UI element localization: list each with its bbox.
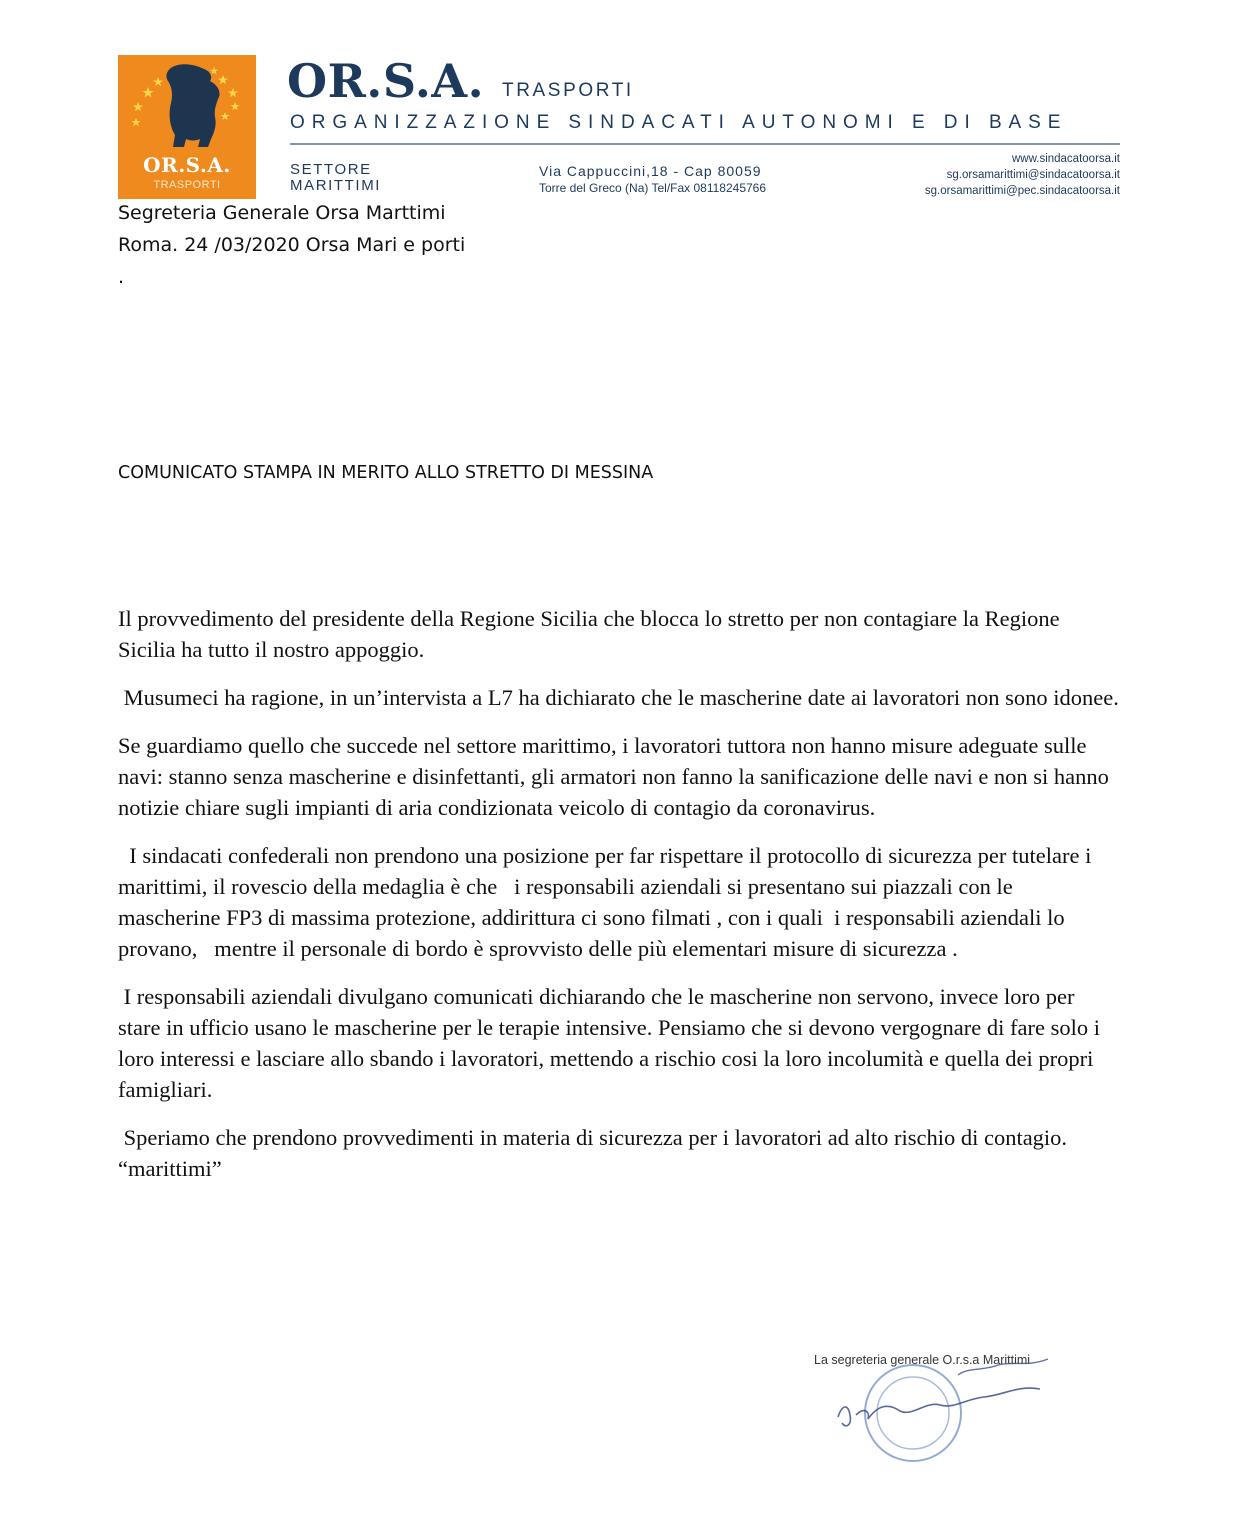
sector-line1: SETTORE bbox=[290, 161, 372, 178]
brand-tag: TRASPORTI bbox=[502, 80, 634, 101]
email-link[interactable]: sg.orsamarittimi@sindacatoorsa.it bbox=[946, 169, 1120, 181]
organization-name: ORGANIZZAZIONE SINDACATI AUTONOMI E DI BASE bbox=[290, 112, 1068, 133]
official-stamp-icon bbox=[808, 1345, 1058, 1465]
press-release-title: COMUNICATO STAMPA IN MERITO ALLO STRETTO DI MESSINA bbox=[118, 463, 654, 483]
logo-name: OR.S.A. bbox=[143, 153, 231, 177]
paragraph: I sindacati confederali non prendono una posizione per far rispettare il protocollo di sicurezza per tutelare i marittimi, il rovescio della medaglia è che i responsabili aziendali si presentano sui piazzali con le mascherine FP3 di massima protezione, addirittura ci sono filmati , con i quali i responsabili aziendali lo provano, mentre il personale di bordo è sprovvisto delle più elementari misure di sicurezza . bbox=[118, 843, 1097, 961]
paragraph: Musumeci ha ragione, in un’intervista a L7 ha dichiarato che le mascherine date ai lavoratori non sono idonee. bbox=[118, 685, 1119, 710]
orsa-logo bbox=[118, 55, 256, 199]
sector-line2: MARITTIMI bbox=[290, 177, 382, 194]
header-line-3: . bbox=[118, 266, 125, 288]
header-line-2: Roma. 24 /03/2020 Orsa Mari e porti bbox=[118, 234, 466, 256]
signature-block bbox=[808, 1345, 1058, 1465]
paragraph: Se guardiamo quello che succede nel settore marittimo, i lavoratori tuttora non hanno misure adeguate sulle navi: stanno senza mascherine e disinfettanti, gli armatori non fanno la sanificazione delle navi e non si hanno notizie chiare sugli impianti di aria condizionata veicolo di contagio da coronavirus. bbox=[118, 733, 1115, 820]
bear-stars-icon bbox=[118, 55, 256, 199]
paragraph: Il provvedimento del presidente della Regione Sicilia che blocca lo stretto per non contagiare la Regione Sicilia ha tutto il nostro appoggio. bbox=[118, 606, 1066, 662]
header-line-1: Segreteria Generale Orsa Marttimi bbox=[118, 202, 446, 224]
address-street: Via Cappuccini,18 - Cap 80059 bbox=[539, 163, 762, 179]
logo-subtitle: TRASPORTI bbox=[153, 179, 221, 191]
address-city-phone: Torre del Greco (Na) Tel/Fax 08118245766 bbox=[539, 181, 767, 195]
contacts-block bbox=[925, 151, 1120, 199]
signature-label: La segreteria generale O.r.s.a Marittimi bbox=[814, 1353, 1031, 1367]
website-link[interactable]: www.sindacatoorsa.it bbox=[1011, 153, 1120, 165]
paragraph: I responsabili aziendali divulgano comunicati dichiarando che le mascherine non servono, invece loro per stare in ufficio usano le mascherine per le terapie intensive. Pensiamo che si devono vergognare di fare solo i loro interessi e lasciare allo sbando i lavoratori, mettendo a rischio cosi la loro incolumità e quella dei propri famigliari. bbox=[118, 984, 1106, 1102]
paragraph: Speriamo che prendono provvedimenti in materia di sicurezza per i lavoratori ad alto rischio di contagio. “marittimi” bbox=[118, 1125, 1073, 1181]
address-block bbox=[539, 163, 766, 196]
body-text bbox=[118, 603, 1120, 1201]
brand-name: OR.S.A. bbox=[287, 54, 485, 108]
pec-link[interactable]: sg.orsamarittimi@pec.sindacatoorsa.it bbox=[924, 185, 1120, 197]
sector-label bbox=[290, 162, 381, 194]
letterhead-divider bbox=[290, 143, 1120, 145]
